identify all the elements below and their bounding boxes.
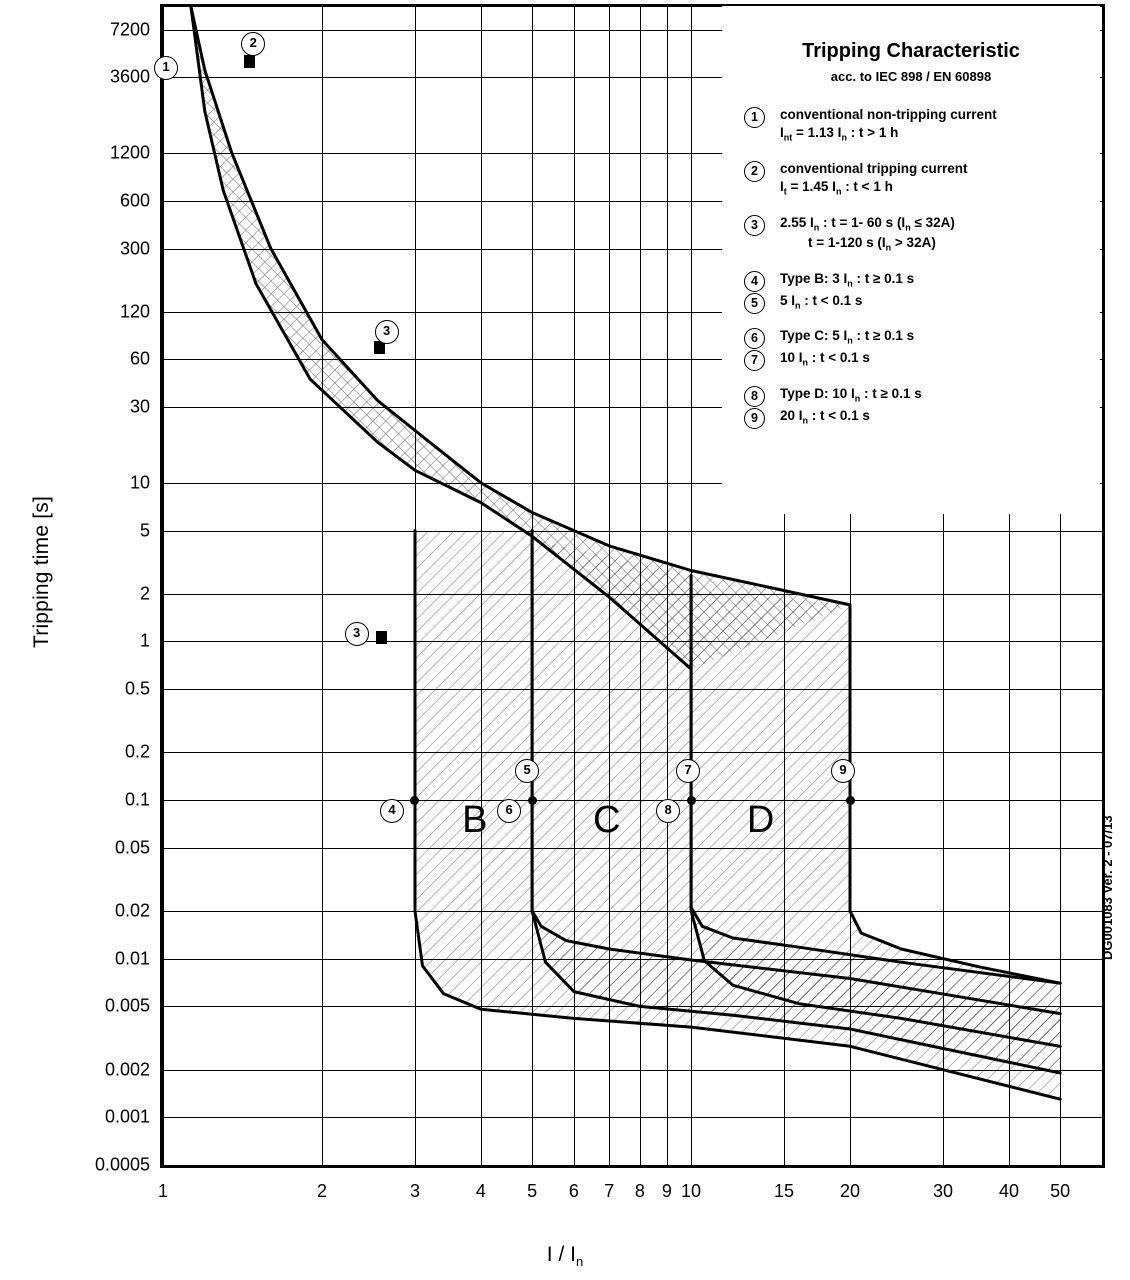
marker-dot — [687, 796, 696, 805]
y-axis-label: Tripping time [s] — [30, 496, 53, 648]
y-tick-label: 0.001 — [104, 1106, 150, 1127]
marker-flag — [244, 55, 255, 68]
legend-marker-1: 1 — [744, 107, 765, 128]
legend-entry-line1: 2.55 $I_n$ : t = 1- 60 s $(I_n \le 32A)$ — [780, 215, 955, 233]
x-tick-label: 30 — [933, 1181, 954, 1201]
x-tick-label: 20 — [840, 1181, 861, 1201]
legend-entry-line1: conventional tripping current — [780, 161, 968, 177]
x-axis-label-main: I / I — [546, 1243, 576, 1266]
legend-entry-line1: Type D: 10 $I_n$ : t ≥ 0.1 s — [780, 386, 922, 404]
y-tick-label: 0.0005 — [94, 1154, 150, 1175]
zone-label-D: D — [746, 798, 775, 841]
y-tick-label: 10 — [129, 472, 150, 493]
legend-entry — [722, 270, 1100, 290]
y-tick-label: 1200 — [109, 142, 150, 163]
x-axis-label-sub: n — [575, 1254, 584, 1270]
legend-entry — [722, 160, 1100, 198]
legend-entry — [722, 349, 1100, 369]
legend-entry-line1: conventional non-tripping current — [780, 107, 997, 122]
y-tick-label: 0.05 — [114, 837, 150, 858]
curve-d-magnetic-upper-20-in- — [850, 605, 1060, 983]
x-tick-label: 10 — [681, 1181, 702, 1201]
chart-marker-3: 3 — [375, 320, 399, 344]
legend-entry — [722, 106, 1100, 144]
legend-entry — [722, 385, 1100, 405]
legend-entry-line2: $I_{nt} = 1.13$ $I_n$ : t > 1 h — [780, 125, 899, 143]
chart-marker-9: 9 — [831, 759, 855, 783]
chart-marker-6: 6 — [497, 799, 521, 823]
zone-label-B: B — [462, 798, 488, 841]
legend-entry-line2: t = 1-120 s $(I_n > 32A)$ — [808, 234, 936, 253]
x-tick-label: 9 — [661, 1181, 672, 1201]
y-tick-label: 0.1 — [124, 789, 150, 810]
chart-marker-1: 1 — [154, 56, 178, 80]
legend-marker-2: 2 — [744, 161, 765, 182]
y-tick-label: 0.5 — [124, 678, 150, 699]
chart-marker-8: 8 — [656, 799, 680, 823]
legend-marker-8: 8 — [744, 386, 765, 407]
chart-marker-2: 2 — [241, 32, 265, 56]
chart-marker-4: 4 — [380, 799, 404, 823]
y-tick-label: 600 — [119, 190, 150, 211]
y-tick-label: 5 — [139, 520, 150, 541]
x-axis-label — [0, 1243, 1130, 1269]
legend-entry-line1: 20 $I_n$ : t < 0.1 s — [780, 407, 870, 426]
legend-box — [722, 6, 1100, 514]
legend-marker-3: 3 — [744, 215, 765, 236]
marker-dot — [846, 796, 855, 805]
legend-subtitle: acc. to IEC 898 / EN 60898 — [830, 69, 992, 84]
x-tick-label: 7 — [604, 1181, 615, 1201]
y-tick-label: 0.02 — [114, 900, 150, 921]
x-tick-label: 8 — [634, 1181, 645, 1201]
legend-marker-5: 5 — [744, 293, 765, 314]
marker-dot — [410, 796, 419, 805]
legend-title: Tripping Characteristic — [802, 40, 1020, 62]
y-tick-label: 1 — [139, 630, 150, 651]
legend-entry — [722, 292, 1100, 312]
marker-flag — [376, 631, 387, 644]
y-tick-label: 3600 — [109, 66, 150, 87]
y-tick-label: 120 — [119, 301, 150, 322]
y-tick-label: 60 — [129, 348, 150, 369]
legend-entry — [722, 327, 1100, 347]
legend-entry-line1: 10 $I_n$ : t < 0.1 s — [780, 350, 870, 368]
legend-marker-4: 4 — [744, 271, 765, 292]
legend-marker-7: 7 — [744, 350, 765, 371]
legend-entry-line2: $I_t = 1.45$ $I_n$ : t < 1 h — [780, 179, 893, 197]
x-tick-label: 2 — [316, 1181, 327, 1201]
y-tick-label: 0.002 — [104, 1059, 150, 1079]
x-tick-label: 15 — [774, 1181, 795, 1201]
x-tick-label: 40 — [998, 1181, 1020, 1201]
y-tick-label: 0.01 — [114, 948, 150, 969]
x-tick-label: 4 — [475, 1181, 486, 1201]
x-tick-label: 6 — [568, 1181, 579, 1201]
y-tick-label: 0.005 — [104, 995, 150, 1016]
legend-entry-line1: Type B: 3 $I_n$ : t ≥ 0.1 s — [780, 270, 915, 289]
legend-entry — [722, 407, 1100, 427]
y-tick-label: 300 — [119, 238, 150, 259]
legend-entries — [722, 106, 1100, 427]
x-tick-label: 5 — [527, 1181, 538, 1201]
legend-marker-9: 9 — [744, 408, 765, 429]
legend-entry-line1: 5 $I_n$ : t < 0.1 s — [780, 292, 863, 311]
document-code: DG001083 Ver. 2 - 07/13 — [1100, 815, 1115, 960]
legend-entry-line1: Type C: 5 $I_n$ : t ≥ 0.1 s — [780, 328, 915, 347]
y-tick-label: 2 — [139, 583, 150, 604]
y-tick-label: 0.2 — [124, 741, 150, 762]
zone-label-C: C — [592, 798, 621, 841]
chart-marker-3: 3 — [345, 622, 369, 646]
x-tick-label: 50 — [1050, 1181, 1071, 1201]
y-tick-label: 30 — [129, 396, 150, 417]
x-tick-label: 3 — [409, 1181, 420, 1201]
x-tick-label: 1 — [157, 1181, 169, 1201]
chart-marker-7: 7 — [676, 759, 700, 783]
chart-marker-5: 5 — [515, 759, 539, 783]
y-tick-label: 7200 — [109, 19, 150, 40]
grid-line-horizontal — [163, 1165, 1102, 1166]
legend-entry — [722, 214, 1100, 254]
legend-marker-6: 6 — [744, 328, 765, 349]
marker-dot — [528, 796, 537, 805]
